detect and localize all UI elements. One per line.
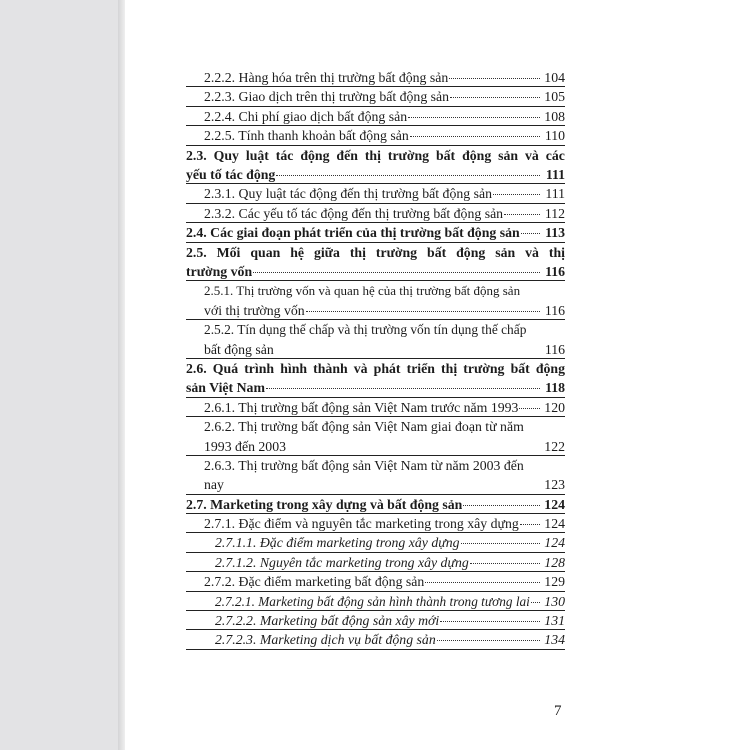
leader-space [225, 485, 540, 486]
leader-dots [437, 639, 540, 641]
book-page [125, 0, 750, 750]
leader-dots [425, 581, 540, 583]
leader-dots [440, 620, 540, 622]
toc-entry-title-line1 [186, 281, 565, 300]
title-word: trường [463, 360, 505, 376]
toc-entry-title-line1 [186, 320, 565, 339]
leader-dots [306, 310, 540, 312]
title-word: động [300, 147, 330, 163]
toc-entry-title: 2.2.4. Chi phí giao dịch bất động sản [204, 108, 408, 124]
leader-space [287, 447, 540, 448]
toc-page-number: 104 [544, 70, 565, 85]
title-word: thị [548, 244, 565, 260]
toc-page-number: 113 [545, 225, 565, 241]
title-word: động [456, 244, 486, 260]
toc-entry-2-6-3 [186, 456, 565, 495]
toc-entry-2-5-1 [186, 281, 565, 320]
toc-entry-title-line1 [186, 456, 565, 475]
toc-entry-2-2-5 [186, 126, 565, 145]
title-word: đến [336, 147, 358, 163]
title-word: Quá [212, 360, 239, 376]
toc-entry-2-7-1-1 [186, 533, 565, 552]
toc-entry-title-line2: trường vốn [186, 263, 253, 279]
title-word: hình [280, 360, 308, 376]
title-word: 2.5. [186, 244, 207, 260]
toc-entry-title: 2.6.2. Thị trường bất động sản Việt Nam giai đoạn từ năm [204, 419, 524, 435]
toc-entry-2-7-1 [186, 514, 565, 533]
title-word: sản [495, 244, 516, 260]
toc-entry-2-7-2-3 [186, 630, 565, 649]
title-word: luật [245, 147, 269, 163]
toc-entry-title-line2: nay [204, 477, 224, 493]
leader-dots [463, 504, 540, 506]
leader-dots [493, 193, 540, 195]
toc-page-number: 123 [544, 477, 565, 493]
toc-entry-title: 2.6.1. Thị trường bất động sản Việt Nam trước năm 1993 [204, 399, 519, 415]
toc-entry-title: 2.6.3. Thị trường bất động sản Việt Nam từ năm 2003 đến [204, 457, 524, 473]
toc-page-number: 129 [544, 574, 565, 590]
toc-entry-title-line1 [186, 359, 565, 378]
leader-dots [449, 77, 540, 79]
toc-entry-title: 2.3.1. Quy luật tác động đến thị trường bất động sản [204, 186, 492, 202]
table-of-contents [186, 68, 565, 650]
title-word: bất [435, 147, 456, 163]
toc-page-number: 116 [544, 302, 565, 318]
title-word: động [535, 360, 565, 376]
toc-entry-2-3 [186, 146, 565, 185]
toc-entry-2-3-2 [186, 204, 565, 223]
toc-entry-title: 2.7. Marketing trong xây dựng và bất động sản [186, 496, 463, 512]
toc-entry-title-line2: với thị trường vốn [204, 302, 305, 318]
title-word: và [525, 244, 539, 260]
toc-entry-2-7-2-2 [186, 611, 565, 630]
toc-entry-2-6 [186, 359, 565, 398]
toc-entry-2-7-2-1 [186, 592, 565, 611]
toc-entry-title: 2.2.5. Tính thanh khoản bất động sản [204, 128, 409, 144]
toc-entry-2-6-2 [186, 417, 565, 456]
leader-dots [410, 135, 540, 137]
toc-page-number: 112 [544, 205, 565, 221]
toc-page-number: 122 [544, 438, 565, 454]
leader-dots [276, 174, 540, 176]
toc-entry-2-2-4 [186, 107, 565, 126]
toc-page-number: 108 [544, 108, 565, 124]
title-word: bất [510, 360, 530, 376]
toc-entry-title-line2: bất động sản [204, 341, 274, 357]
toc-page-number: 118 [545, 380, 565, 396]
toc-entry-title: 2.7.2.3. Marketing dịch vụ bất động sản [215, 632, 436, 648]
toc-entry-title-line2: sản Việt Nam [186, 380, 265, 396]
toc-page-number: 111 [545, 186, 565, 202]
title-word: hệ [290, 244, 305, 260]
toc-entry-2-2-3 [186, 87, 565, 106]
leader-space [275, 350, 540, 351]
title-word: giữa [313, 244, 340, 260]
leader-dots [531, 601, 540, 603]
title-word: triển [406, 360, 435, 376]
leader-dots [521, 232, 540, 234]
toc-entry-title: 2.7.2.1. Marketing bất động sản hình thành trong tương lai [215, 593, 530, 609]
toc-page-number: 116 [545, 263, 565, 279]
toc-page-number: 116 [544, 341, 565, 357]
toc-entry-2-7-1-2 [186, 553, 565, 572]
leader-dots [253, 271, 540, 273]
toc-page-number: 130 [544, 593, 565, 609]
title-word: trường [375, 244, 418, 260]
page-spine-shadow [118, 0, 125, 750]
title-word: thị [441, 360, 458, 376]
title-word: sản [498, 147, 519, 163]
toc-page-number: 110 [544, 128, 565, 144]
toc-entry-title: 2.3.2. Các yếu tố tác động đến thị trường bất động sản [204, 205, 504, 221]
leader-dots [450, 96, 540, 98]
toc-entry-title-line1 [186, 243, 565, 262]
title-word: 2.6. [186, 360, 207, 376]
title-word: và [525, 147, 539, 163]
toc-entry-title-line1 [186, 146, 565, 165]
toc-entry-title: 2.2.3. Giao dịch trên thị trường bất động sản [204, 89, 450, 105]
leader-dots [519, 407, 540, 409]
leader-dots [470, 562, 540, 564]
title-word: phát [373, 360, 401, 376]
title-word: 2.3. [186, 147, 207, 163]
toc-entry-title: 2.7.1.1. Đặc điểm marketing trong xây dựng [215, 535, 460, 551]
toc-page-number: 128 [544, 554, 565, 570]
toc-entry-title-line1 [186, 417, 565, 436]
toc-entry-title: 2.7.2.2. Marketing bất động sản xây mới [215, 613, 440, 629]
toc-entry-title-line2: 1993 đến 2003 [204, 438, 287, 454]
toc-entry-title: 2.5.1. Thị trường vốn và quan hệ của thị trường bất động sản [204, 283, 521, 299]
toc-entry-2-7-2 [186, 572, 565, 591]
title-word: thị [349, 244, 366, 260]
toc-entry-2-3-1 [186, 184, 565, 203]
title-word: bất [427, 244, 447, 260]
title-word: động [462, 147, 492, 163]
title-word: tác [275, 147, 294, 163]
title-word: trình [244, 360, 275, 376]
toc-page-number: 124 [544, 516, 565, 532]
title-word: quan [250, 244, 281, 260]
toc-page-number: 134 [544, 632, 565, 648]
toc-entry-title: 2.4. Các giai đoạn phát triển của thị trường bất động sản [186, 225, 520, 241]
title-word: thị [364, 147, 381, 163]
toc-page-number: 111 [545, 166, 565, 182]
title-word: thành [313, 360, 348, 376]
toc-entry-title: 2.7.2. Đặc điểm marketing bất động sản [204, 574, 425, 590]
row-divider [186, 649, 565, 650]
title-word: Quy [213, 147, 239, 163]
toc-entry-title: 2.5.2. Tín dụng thế chấp và thị trường vốn tín dụng thế chấp [204, 322, 527, 338]
toc-page-number: 120 [544, 399, 565, 415]
title-word: và [353, 360, 368, 376]
toc-page-number: 105 [544, 89, 565, 105]
toc-entry-2-6-1 [186, 398, 565, 417]
page-number: 7 [554, 703, 562, 719]
toc-entry-title: 2.7.1. Đặc điểm và nguyên tắc marketing trong xây dựng [204, 516, 519, 532]
toc-page-number: 124 [544, 496, 565, 512]
title-word: trường [387, 147, 430, 163]
title-word: các [545, 147, 565, 163]
toc-page-number: 131 [544, 613, 565, 629]
leader-dots [408, 116, 540, 118]
toc-entry-2-5 [186, 243, 565, 282]
toc-entry-title-line2: yếu tố tác động [186, 166, 276, 182]
toc-entry-2-4 [186, 223, 565, 242]
toc-entry-title: 2.2.2. Hàng hóa trên thị trường bất động sản [204, 70, 449, 85]
toc-page-number: 124 [544, 535, 565, 551]
leader-dots [504, 213, 540, 215]
toc-entry-2-7 [186, 495, 565, 514]
toc-entry-2-2-2 [186, 68, 565, 87]
leader-dots [520, 523, 540, 525]
toc-entry-2-5-2 [186, 320, 565, 359]
leader-dots [266, 387, 540, 389]
toc-entry-title: 2.7.1.2. Nguyên tắc marketing trong xây dựng [215, 554, 469, 570]
title-word: Mối [216, 244, 241, 260]
leader-dots [461, 542, 540, 544]
